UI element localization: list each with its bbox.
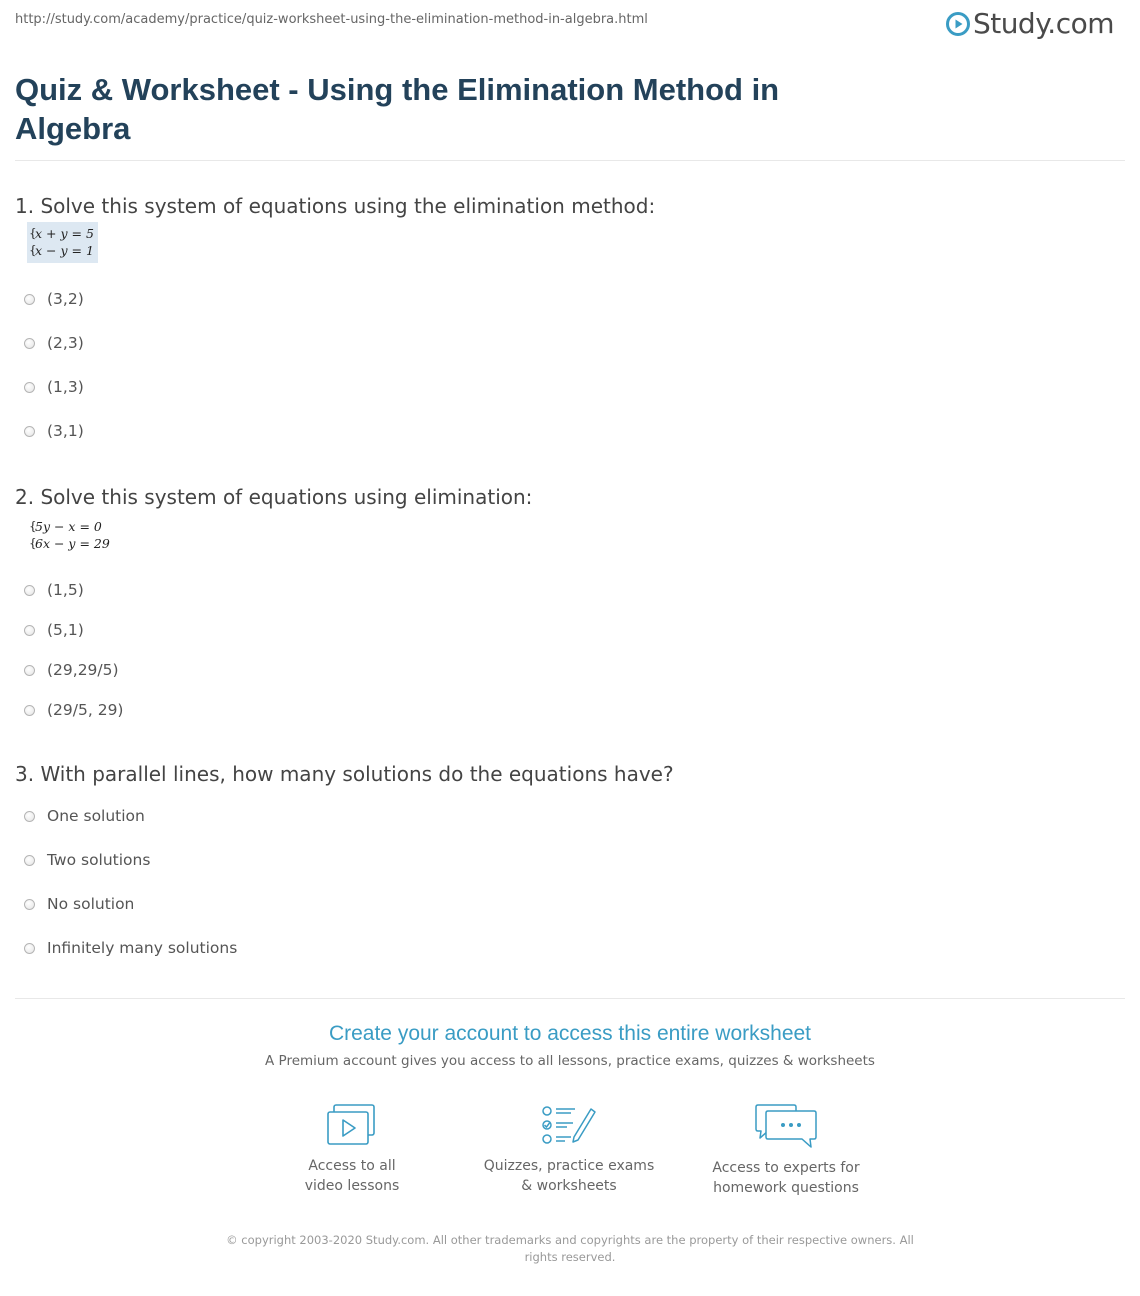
- question-1-option-4[interactable]: [24, 422, 84, 440]
- radio-button[interactable]: [24, 585, 35, 596]
- question-3-text: 3. With parallel lines, how many solutions do the equations have?: [15, 762, 674, 786]
- option-label: No solution: [47, 895, 135, 913]
- quiz-checklist-icon: [541, 1103, 597, 1147]
- question-1-text: 1. Solve this system of equations using the elimination method:: [15, 194, 656, 218]
- play-circle-icon: [946, 12, 970, 36]
- feature-video-lessons: [252, 1103, 452, 1196]
- question-2-option-1[interactable]: [24, 581, 84, 599]
- radio-button[interactable]: [24, 294, 35, 305]
- radio-button[interactable]: [24, 811, 35, 822]
- study-logo[interactable]: [946, 7, 1114, 40]
- option-label: (29,29/5): [47, 661, 119, 679]
- logo-text: Study.com: [972, 7, 1114, 40]
- feature-quizzes: [469, 1103, 669, 1196]
- option-label: (3,2): [47, 290, 84, 308]
- option-label: Infinitely many solutions: [47, 939, 238, 957]
- question-2-equation-1: 5y − x = 0: [35, 519, 102, 534]
- feature-label-line-1: Access to all: [308, 1158, 396, 1174]
- copyright-notice: © copyright 2003-2020 Study.com. All other trademarks and copyrights are the property of their respective owners. All rights reserved.: [226, 1233, 914, 1264]
- question-2-equations: { 5y − x = 0 { 6x − y = 29: [29, 519, 110, 551]
- option-label: (29/5, 29): [47, 701, 124, 719]
- radio-button[interactable]: [24, 382, 35, 393]
- question-3-option-1[interactable]: [24, 807, 145, 825]
- create-account-link[interactable]: Create your account to access this entire worksheet: [328, 1022, 812, 1045]
- radio-button[interactable]: [24, 855, 35, 866]
- option-label: (2,3): [47, 334, 84, 352]
- option-label: (1,5): [47, 581, 84, 599]
- page-title: Quiz & Worksheet - Using the Elimination Method in Algebra: [15, 72, 780, 146]
- question-1-equations: { x + y = 5 { x − y = 1: [27, 222, 98, 263]
- feature-label-line-2: & worksheets: [521, 1178, 617, 1194]
- video-lessons-icon: [326, 1103, 378, 1147]
- question-2-text: 2. Solve this system of equations using elimination:: [15, 485, 533, 509]
- question-1-equation-2: x − y = 1: [35, 243, 94, 258]
- question-2-option-2[interactable]: [24, 621, 84, 639]
- question-2-option-3[interactable]: [24, 661, 119, 679]
- feature-label-line-2: homework questions: [713, 1180, 859, 1196]
- option-label: One solution: [47, 807, 145, 825]
- option-label: Two solutions: [47, 851, 151, 869]
- radio-button[interactable]: [24, 705, 35, 716]
- question-2-option-4[interactable]: [24, 701, 123, 719]
- feature-experts: [686, 1103, 886, 1198]
- question-3-option-2[interactable]: [24, 851, 150, 869]
- radio-button[interactable]: [24, 625, 35, 636]
- feature-label-line-1: Access to experts for: [712, 1160, 860, 1176]
- question-1-equation-1: x + y = 5: [35, 226, 94, 241]
- radio-button[interactable]: [24, 665, 35, 676]
- question-1-option-1[interactable]: [24, 290, 84, 308]
- option-label: (3,1): [47, 422, 84, 440]
- feature-label-line-1: Quizzes, practice exams: [483, 1158, 655, 1174]
- option-label: (5,1): [47, 621, 84, 639]
- title-divider: [15, 160, 1125, 161]
- chat-bubbles-icon: [754, 1103, 818, 1149]
- radio-button[interactable]: [24, 338, 35, 349]
- question-3-option-4[interactable]: [24, 939, 237, 957]
- option-label: (1,3): [47, 378, 84, 396]
- question-1-option-3[interactable]: [24, 378, 84, 396]
- page-url: http://study.com/academy/practice/quiz-worksheet-using-the-elimination-method-in-algebra.html: [15, 12, 648, 27]
- question-1-option-2[interactable]: [24, 334, 84, 352]
- question-3-option-3[interactable]: [24, 895, 134, 913]
- radio-button[interactable]: [24, 943, 35, 954]
- radio-button[interactable]: [24, 899, 35, 910]
- cta-divider: [15, 998, 1125, 999]
- question-2-equation-2: 6x − y = 29: [35, 536, 110, 551]
- radio-button[interactable]: [24, 426, 35, 437]
- cta-subtitle: A Premium account gives you access to all lessons, practice exams, quizzes & worksheets: [265, 1053, 875, 1069]
- feature-label-line-2: video lessons: [304, 1178, 400, 1194]
